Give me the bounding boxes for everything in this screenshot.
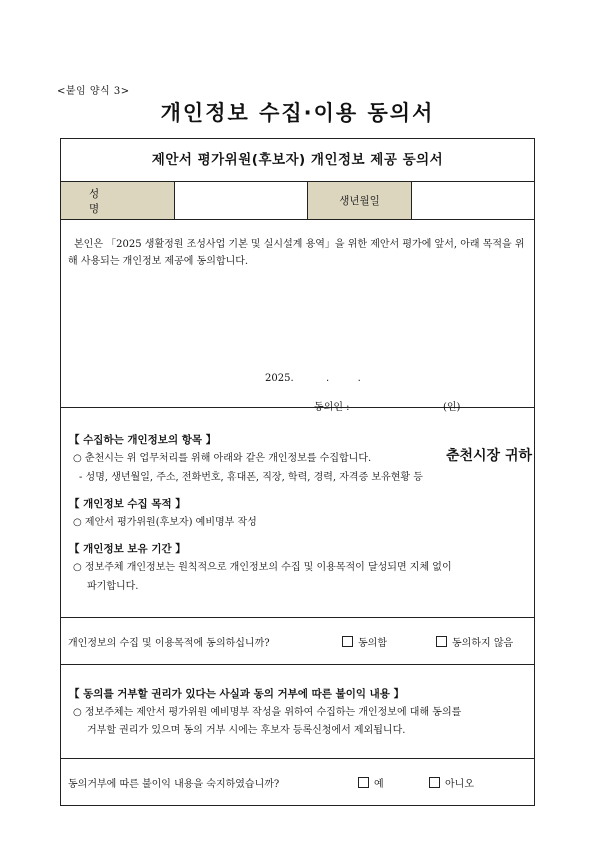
question-1-text: 개인정보의 수집 및 이용목적에 동의하십니까? [68, 638, 270, 649]
checkbox-icon[interactable] [358, 777, 369, 788]
checkbox-icon[interactable] [429, 777, 440, 788]
q2-yes-option[interactable] [358, 775, 384, 790]
question-1-row [61, 618, 534, 665]
signer-label: 동의인 : [314, 402, 350, 413]
purpose-line: ○ 제안서 평가위원(후보자) 예비명부 작성 [73, 517, 257, 528]
q2-yes-label: 예 [374, 779, 384, 790]
info-items-section [61, 408, 534, 618]
identity-row [61, 182, 534, 220]
retention-line-2: 파기합니다. [87, 581, 139, 592]
q1-disagree-option[interactable] [436, 634, 513, 649]
consent-form [60, 138, 535, 806]
date-day: . [357, 373, 361, 384]
q2-no-label: 아니오 [445, 779, 474, 790]
refusal-section [61, 665, 534, 759]
collected-heading: 【 수집하는 개인정보의 항목 】 [69, 434, 217, 446]
name-field[interactable] [175, 182, 308, 219]
name-label: 성 명 [61, 182, 175, 219]
consent-paragraph: 본인은 「2025 생활정원 조성사업 기본 및 실시설계 용역」을 위한 제안서 평가에 앞서, 아래 목적을 위해 사용되는 개인정보 제공에 동의합니다. [68, 239, 525, 267]
attachment-label: <붙임 양식 3> [57, 86, 130, 97]
refusal-line-1: ○ 정보주체는 제안서 평가위원 예비명부 작성을 위하여 수집하는 개인정보에 대해 동의를 [73, 707, 462, 718]
checkbox-icon[interactable] [436, 636, 447, 647]
date-year: 2025. [265, 373, 294, 384]
document-title: 개인정보 수집·이용 동의서 [160, 101, 435, 125]
collected-line-1: ○ 춘천시는 위 업무처리를 위해 아래와 같은 개인정보를 수집합니다. [73, 453, 372, 464]
date-month: . [326, 373, 330, 384]
q1-agree-label: 동의함 [358, 638, 387, 649]
question-2-text: 동의거부에 따른 불이익 내용을 숙지하였습니까? [68, 779, 280, 790]
birth-label: 생년월일 [308, 182, 412, 219]
q1-agree-option[interactable] [342, 634, 387, 649]
retention-heading: 【 개인정보 보유 기간 】 [69, 543, 186, 555]
birth-field[interactable] [412, 182, 534, 219]
date-line [265, 373, 361, 384]
q1-disagree-label: 동의하지 않음 [452, 638, 514, 649]
seal-mark: (인) [443, 402, 461, 413]
purpose-heading: 【 개인정보 수집 목적 】 [69, 498, 186, 510]
question-2-row [61, 759, 534, 805]
q2-no-option[interactable] [429, 775, 474, 790]
form-heading: 제안서 평가위원(후보자) 개인정보 제공 동의서 [61, 139, 534, 182]
refusal-line-2: 거부할 권리가 있으며 동의 거부 시에는 후보자 등록신청에서 제외됩니다. [87, 725, 406, 736]
retention-line-1: ○ 정보주체 개인정보는 원칙적으로 개인정보의 수집 및 이용목적이 달성되면 지체 없이 [73, 562, 452, 573]
addressee: 춘천시장 귀하 [445, 448, 532, 464]
checkbox-icon[interactable] [342, 636, 353, 647]
collected-line-2: - 성명, 생년월일, 주소, 전화번호, 휴대폰, 직장, 학력, 경력, 자격증 보유현황 등 [79, 472, 423, 483]
refusal-heading: 【 동의를 거부할 권리가 있다는 사실과 동의 거부에 따른 불이익 내용 】 [69, 688, 405, 700]
